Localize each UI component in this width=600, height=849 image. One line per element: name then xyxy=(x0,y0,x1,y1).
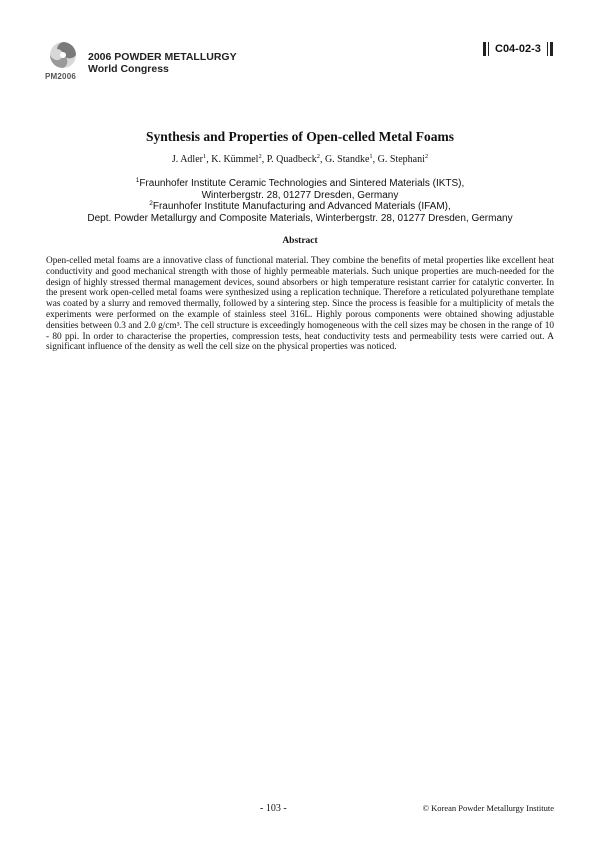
affiliation-2-text: Fraunhofer Institute Manufacturing and Advanced Materials (IFAM), xyxy=(152,201,451,212)
paper-title: Synthesis and Properties of Open-celled Metal Foams xyxy=(146,129,454,144)
conference-line-2: World Congress xyxy=(88,63,169,75)
code-bar-right-thin xyxy=(547,42,548,56)
affiliation-2-line-1 xyxy=(0,201,600,213)
copyright-notice: © Korean Powder Metallurgy Institute xyxy=(422,803,554,813)
logo-text: PM2006 xyxy=(45,72,76,81)
affiliation-2-line-2: Dept. Powder Metallurgy and Composite Materials, Winterbergstr. 28, 01277 Dresden, Germany xyxy=(87,212,513,224)
author-name: J. Adler xyxy=(171,154,203,165)
paper-code-badge xyxy=(482,42,554,56)
affiliation-1-line-2: Winterbergstr. 28, 01277 Dresden, Germany xyxy=(201,189,399,201)
author-separator: , xyxy=(261,154,267,165)
conference-line-1: 2006 POWDER METALLURGY xyxy=(88,51,237,63)
affiliation-1-line-1 xyxy=(0,178,600,190)
author-separator: , xyxy=(206,154,212,165)
affiliation-2-mark: 2 xyxy=(149,200,153,207)
abstract-heading: Abstract xyxy=(282,236,318,246)
code-bar-right xyxy=(550,42,553,56)
paper-code: C04-02-3 xyxy=(495,43,541,55)
pm2006-logo-icon xyxy=(46,40,80,76)
author-affiliation-mark: 2 xyxy=(316,153,320,160)
author-name: G. Stephani xyxy=(377,154,425,165)
abstract-body: Open-celled metal foams are a innovative class of functional material. They combine the benefits of metal properties like excellent heat conductivity and good mechanical strength with those of highly permeable materials. Such unique properties are much-needed for the design of highly stressed thermal management devices, sound absorbers or high temperature resistant carrier for catalytic converter. In the present work open-celled metal foams were synthesized using a replication technique. Therefore a reticulated polyurethane template was coated by a slurry and removed thermally, followed by a sintering step. Since the process is feasible for a multiplicity of metals the experiments were performed on the example of stainless steel 316L. Highly porous components were obtained showing adjustable densities between 0.3 and 2.0 g/cm³. The cell structure is exceedingly homogeneous with the cell sizes may be chosen in the range of 10 - 80 ppi. In order to characterise the properties, compression tests, heat conductivity tests and permeability tests were carried out. A significant influence of the density as well the cell size on the physical properties was noticed. xyxy=(46,256,554,353)
author-affiliation-mark: 1 xyxy=(369,153,373,160)
author-affiliation-mark: 1 xyxy=(202,153,207,160)
code-bar-left-thin xyxy=(488,42,489,56)
author-name: P. Quadbeck xyxy=(266,154,317,165)
author-affiliation-mark: 2 xyxy=(424,153,429,160)
page-number: - 103 - xyxy=(260,803,287,814)
author-separator: , xyxy=(319,154,325,165)
author-separator: , xyxy=(372,154,378,165)
code-bar-left xyxy=(483,42,486,56)
author-name: G. Standke xyxy=(324,154,370,165)
author-affiliation-mark: 2 xyxy=(258,153,262,160)
author-list xyxy=(0,154,600,165)
author-name: K. Kümmel xyxy=(211,154,259,165)
affiliation-1-mark: 1 xyxy=(135,177,140,184)
conference-name xyxy=(88,51,237,75)
affiliation-1-text: Fraunhofer Institute Ceramic Technologies and Sintered Materials (IKTS), xyxy=(139,178,465,189)
affiliations xyxy=(0,178,600,224)
